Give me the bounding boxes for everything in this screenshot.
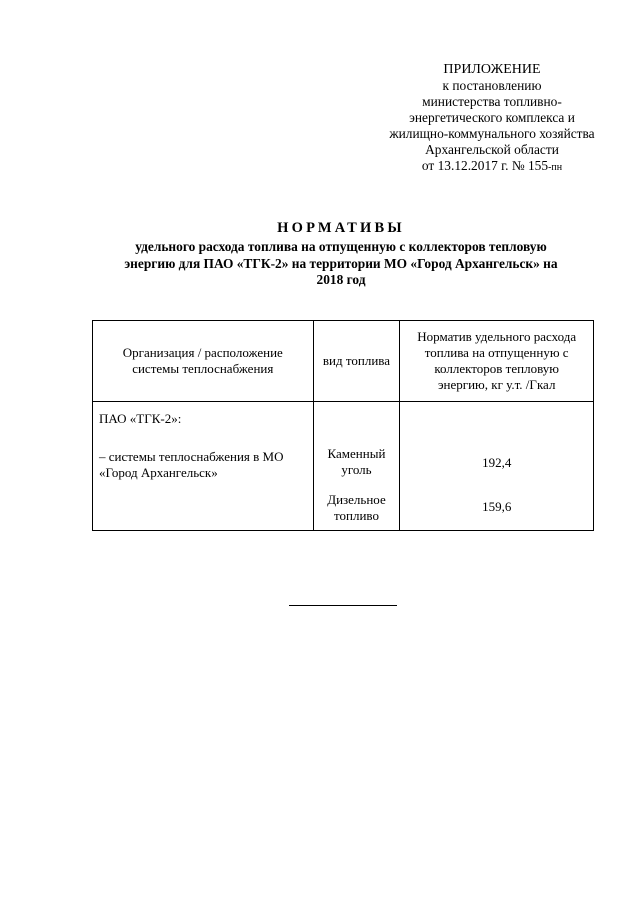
appendix-line-2: министерства топливно- bbox=[422, 94, 562, 109]
fuel-cell bbox=[313, 402, 400, 531]
header-fuel-type: вид топлива bbox=[313, 321, 400, 402]
table-header-row bbox=[93, 321, 594, 402]
appendix-line-1: к постановлению bbox=[442, 78, 542, 93]
value-cell bbox=[400, 402, 594, 531]
organization-name: ПАО «ТГК-2»: bbox=[99, 411, 182, 426]
appendix-block bbox=[372, 62, 612, 176]
table-row bbox=[93, 402, 594, 531]
heading-subtitle-line-2: энергию для ПАО «ТГК-2» на территории МО «Город Архангельск» на bbox=[124, 255, 558, 271]
appendix-line-5: Архангельской области bbox=[425, 142, 559, 157]
appendix-date-number bbox=[372, 158, 612, 176]
norm-value-2: 159,6 bbox=[482, 499, 512, 514]
appendix-line-3: энергетического комплекса и bbox=[409, 110, 575, 125]
norms-table bbox=[92, 320, 594, 531]
heading-subtitle-line-3: 2018 год bbox=[316, 272, 366, 287]
closing-divider bbox=[289, 605, 397, 606]
header-norm: Норматив удельного расхода топлива на отпущенную с коллекторов тепловую энергию, кг у.т. /Гкал bbox=[400, 321, 594, 402]
header-organization: Организация / расположение системы теплоснабжения bbox=[93, 321, 314, 402]
heading-subtitle bbox=[88, 239, 594, 289]
heading-title: НОРМАТИВЫ bbox=[277, 220, 405, 236]
heading-subtitle-line-1: удельного расхода топлива на отпущенную с коллекторов тепловую bbox=[135, 239, 547, 254]
appendix-number-suffix: -пн bbox=[548, 162, 563, 173]
appendix-date-number-text: от 13.12.2017 г. № 155 bbox=[421, 158, 549, 173]
appendix-title: ПРИЛОЖЕНИЕ bbox=[443, 62, 541, 77]
organization-cell bbox=[93, 402, 314, 531]
fuel-type-2: Дизельное топливо bbox=[327, 492, 386, 523]
appendix-line-4: жилищно-коммунального хозяйства bbox=[389, 126, 595, 141]
organization-system: – системы теплоснабжения в МО «Город Архангельск» bbox=[99, 449, 284, 480]
norm-value-1: 192,4 bbox=[482, 455, 512, 470]
document-heading bbox=[88, 218, 594, 289]
fuel-type-1: Каменный уголь bbox=[327, 446, 386, 477]
